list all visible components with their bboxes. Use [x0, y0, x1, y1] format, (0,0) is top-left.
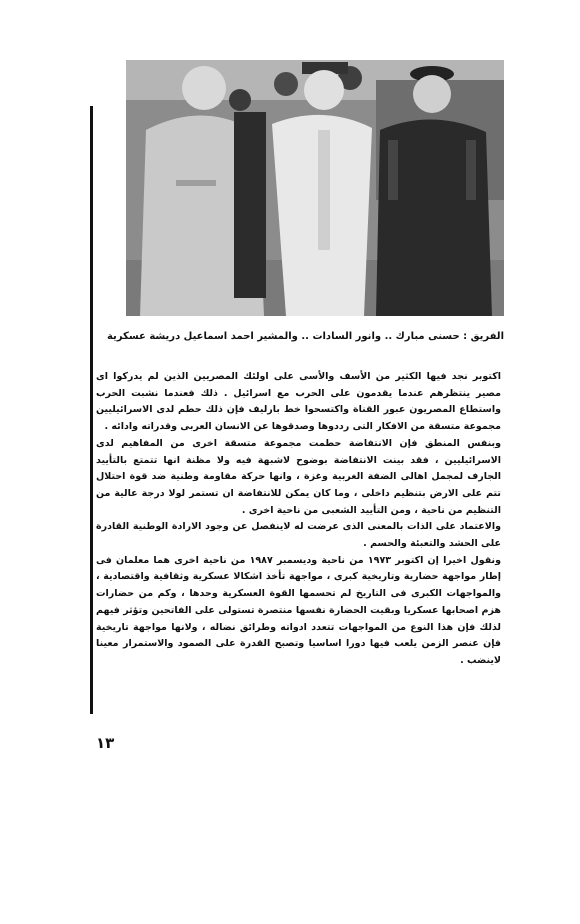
article-body	[96, 369, 501, 670]
photo-officers-icon	[126, 60, 504, 316]
paragraph: وبنفس المنطق فإن الانتفاضة حطمت مجموعة متسقة اخرى من المفاهيم لدى الاسرائيليين ، فقد بينت الانتفاضة بوضوح لاشبهة فيه ولا مظنة انها تتمتع بالتأييد الجارف لمجمل اهالى الضفة الغربية وغزة ، وانها حركة مقاومة وطنية ضد قوة احتلال تتم على الارض بتنظيم داخلى ، وما كان يمكن للانتفاضة ان تستمر لولا درجة عالية من التنظيم من ناحية ، ومن التأييد الشعبى من ناحية اخرى .	[96, 437, 501, 516]
paragraph: ونقول اخيرا إن اكتوبر ١٩٧٣ من ناحية وديسمبر ١٩٨٧ من ناحية اخرى هما معلمان فى إطار مواجهة حضارية وتاريخية كبرى ، مواجهة تأخذ اشكالا عسكرية وثقافية واقتصادية ، والمواجهات الكبرى فى التاريخ لم تحسمها القوة العسكرية وحدها ، وكم من حضارات هزم اصحابها عسكريا وبقيت الحضارة نفسها منتصرة تستولى على الفاتحين وتؤثر فيهم لذلك فإن هذا النوع من المواجهات تتعدد ادواته وطرائق نضاله ، ولانها مواجهة تاريخية فإن عنصر الزمن يلعب فيها دورا اساسيا وتصبح القدرة على الصمود والاستمرار معينا لاينضب .	[96, 554, 502, 666]
paragraph: والاعتماد على الذات بالمعنى الذى عرضت له لاينفصل عن وجود الارادة الوطنية القادرة على الحشد والتعبئة والحسم .	[96, 521, 501, 550]
page-number: ١٣	[96, 734, 115, 752]
photo-officers	[126, 60, 504, 316]
margin-rule	[90, 106, 93, 714]
paragraph: اكتوبر نجد فيها الكثير من الأسف والأسى على اولئك المصريين الذين لم يدركوا اى مصير ينتظرهم عندما يقدمون على الحرب مع اسرائيل . ذلك فعندما نشبت الحرب واستطاع المصريون عبور القناة واكتسحوا خط بارليف فإن ذلك حطم لدى الاسرائيليين مجموعة متسقة من الافكار التى رددوها وصدقوها عن الانسان العربى وقدراته وادائه .	[96, 371, 501, 433]
photo-caption: الفريق : حسنى مبارك .. وانور السادات .. والمشير احمد اسماعيل دريشة عسكرية	[106, 331, 504, 342]
